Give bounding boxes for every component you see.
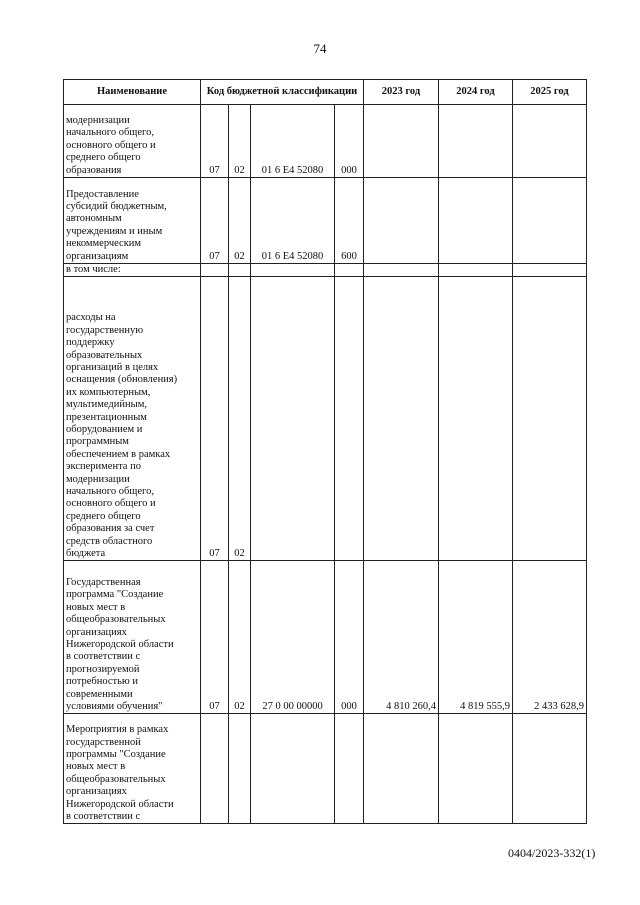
row-target-article: 27 0 00 00000 (251, 561, 335, 714)
row-name: расходы на государственную поддержку образовательных организаций в целях оснащения (обновления) их компьютерным, мультимедийным, презентационным оборудованием и программным обеспечением в рамках эксперимента по модернизации начального общего, основного общего и среднего общего образования за счет средств областного бюджета (64, 277, 201, 561)
row-value-2024 (439, 105, 513, 178)
row-value-2023: 4 810 260,4 (364, 561, 439, 714)
header-2025: 2025 год (513, 80, 587, 105)
row-target-article: 01 6 E4 52080 (251, 105, 335, 178)
row-expense-type (335, 714, 364, 824)
row-value-2024 (439, 264, 513, 277)
row-value-2023 (364, 178, 439, 264)
row-section (201, 714, 229, 824)
table-row (64, 277, 587, 561)
table-row (64, 714, 587, 824)
row-target-article (251, 277, 335, 561)
row-expense-type: 000 (335, 561, 364, 714)
page-number: 74 (313, 41, 327, 56)
row-value-2025 (513, 714, 587, 824)
row-value-2023 (364, 714, 439, 824)
row-target-article (251, 264, 335, 277)
row-subsection: 02 (229, 178, 251, 264)
table-row (64, 264, 587, 277)
row-value-2023 (364, 105, 439, 178)
row-target-article: 01 6 E4 52080 (251, 178, 335, 264)
row-value-2024 (439, 178, 513, 264)
row-value-2024: 4 819 555,9 (439, 561, 513, 714)
header-code: Код бюджетной классификации (201, 80, 364, 105)
row-section: 07 (201, 561, 229, 714)
row-target-article (251, 714, 335, 824)
row-value-2023 (364, 277, 439, 561)
row-name: модернизации начального общего, основного общего и среднего общего образования (64, 105, 201, 178)
row-value-2025: 2 433 628,9 (513, 561, 587, 714)
document-id: 0404/2023-332(1) (508, 846, 596, 860)
budget-table (63, 79, 587, 824)
row-name: Мероприятия в рамках государственной программы "Создание новых мест в общеобразовательных организациях Нижегородской области в соответствии с (64, 714, 201, 824)
table-header-row (64, 80, 587, 105)
row-subsection (229, 714, 251, 824)
row-name: Государственная программа "Создание новых мест в общеобразовательных организациях Нижегородской области в соответствии с прогнозируемой потребностью и современными условиями обучения" (64, 561, 201, 714)
row-expense-type: 600 (335, 178, 364, 264)
row-value-2024 (439, 714, 513, 824)
row-value-2024 (439, 277, 513, 561)
row-expense-type (335, 264, 364, 277)
row-expense-type (335, 277, 364, 561)
row-value-2025 (513, 264, 587, 277)
row-expense-type: 000 (335, 105, 364, 178)
row-name: Предоставление субсидий бюджетным, автономным учреждениям и иным некоммерческим организациям (64, 178, 201, 264)
table-row (64, 561, 587, 714)
row-subsection (229, 264, 251, 277)
row-subsection: 02 (229, 277, 251, 561)
header-2024: 2024 год (439, 80, 513, 105)
header-2023: 2023 год (364, 80, 439, 105)
row-name: в том числе: (64, 264, 201, 277)
row-section: 07 (201, 277, 229, 561)
table-row (64, 178, 587, 264)
table-row (64, 105, 587, 178)
row-value-2025 (513, 105, 587, 178)
row-section (201, 264, 229, 277)
row-subsection: 02 (229, 105, 251, 178)
row-section: 07 (201, 105, 229, 178)
header-name: Наименование (64, 80, 201, 105)
row-value-2025 (513, 277, 587, 561)
row-subsection: 02 (229, 561, 251, 714)
row-section: 07 (201, 178, 229, 264)
row-value-2023 (364, 264, 439, 277)
row-value-2025 (513, 178, 587, 264)
